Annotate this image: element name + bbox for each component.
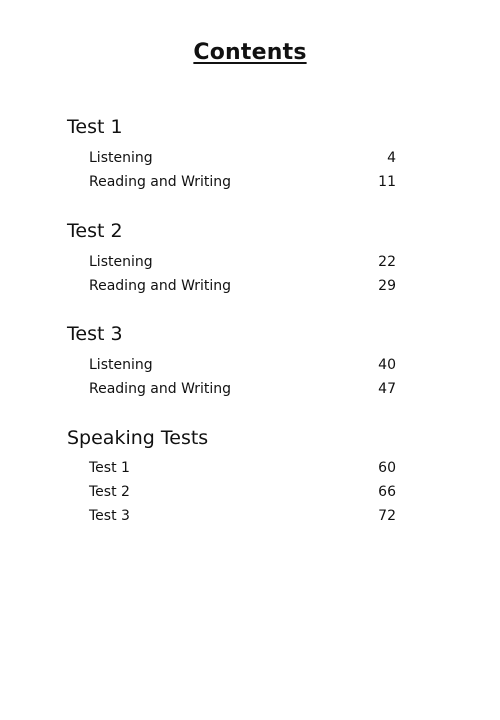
entry-label: Reading and Writing [89,174,232,190]
entry-page-number: 4 [387,150,396,166]
entry-label: Test 3 [89,508,130,524]
toc-entry [0,354,500,376]
entry-page-number: 60 [378,460,396,476]
page-title: Contents [193,40,307,65]
entry-page-number: 22 [378,254,396,270]
section-heading: Test 2 [67,220,123,242]
section-heading: Speaking Tests [67,427,209,449]
toc-entry [0,378,500,400]
entry-page-number: 40 [378,357,396,373]
section-heading: Test 3 [67,323,123,345]
entry-label: Reading and Writing [89,381,232,397]
entry-label: Test 1 [89,460,130,476]
entry-label: Listening [89,254,153,270]
toc-entry [0,457,500,479]
entry-label: Listening [89,357,153,373]
section-heading: Test 1 [67,116,123,138]
toc-entry [0,481,500,503]
toc-entry [0,251,500,273]
entry-label: Test 2 [89,484,130,500]
toc-entry [0,275,500,297]
toc-entry [0,505,500,527]
entry-page-number: 72 [378,508,396,524]
toc-entry [0,171,500,193]
entry-label: Listening [89,150,153,166]
toc-entry [0,147,500,169]
entry-page-number: 47 [378,381,396,397]
entry-page-number: 66 [378,484,396,500]
entry-page-number: 11 [378,174,396,190]
entry-label: Reading and Writing [89,278,232,294]
entry-page-number: 29 [378,278,396,294]
